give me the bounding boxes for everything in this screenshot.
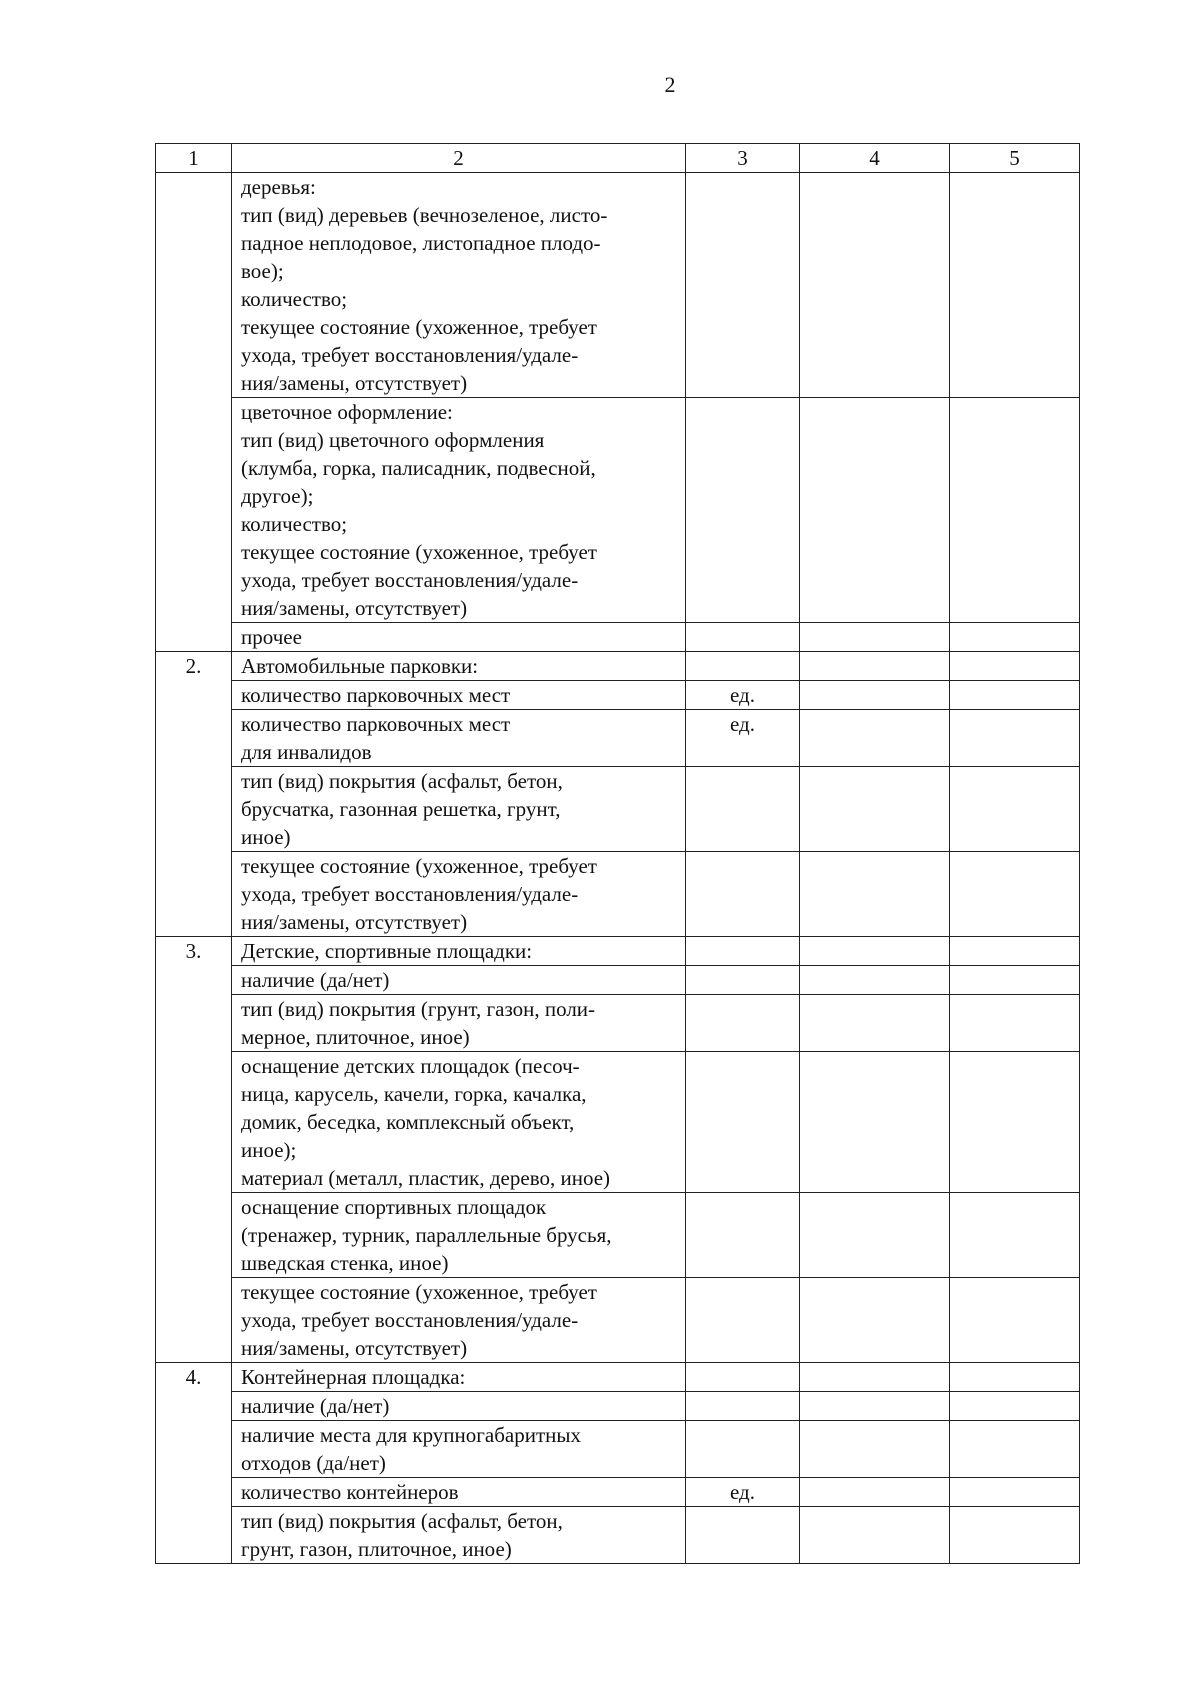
indicator-text-line: тип (вид) покрытия (грунт, газон, поли- bbox=[241, 997, 596, 1021]
indicator-cell bbox=[232, 1392, 686, 1421]
header-cell-4: 4 bbox=[800, 144, 950, 173]
indicator-text-line: ухода, требует восстановления/удале- bbox=[241, 568, 579, 592]
value-cell-col5[interactable] bbox=[950, 995, 1080, 1052]
indicator-cell bbox=[232, 1193, 686, 1278]
indicator-text-line: ухода, требует восстановления/удале- bbox=[241, 343, 579, 367]
value-cell-col4[interactable] bbox=[800, 937, 950, 966]
value-cell-col5[interactable] bbox=[950, 767, 1080, 852]
unit-cell: ед. bbox=[686, 710, 800, 767]
indicator-text-line: прочее bbox=[241, 625, 302, 649]
value-cell-col5[interactable] bbox=[950, 1507, 1080, 1564]
section-number-cell: 2. bbox=[156, 652, 232, 937]
value-cell-col4[interactable] bbox=[800, 652, 950, 681]
unit-cell: ед. bbox=[686, 681, 800, 710]
indicator-text-line: падное неплодовое, листопадное плодо- bbox=[241, 231, 601, 255]
indicator-text-line: шведская стенка, иное) bbox=[241, 1251, 449, 1275]
indicator-text-line: материал (металл, пластик, дерево, иное) bbox=[241, 1166, 611, 1190]
assessment-table bbox=[155, 143, 1080, 1564]
header-cell-1: 1 bbox=[156, 144, 232, 173]
table-row bbox=[156, 767, 1080, 852]
indicator-cell bbox=[232, 966, 686, 995]
table-row bbox=[156, 652, 1080, 681]
unit-cell bbox=[686, 767, 800, 852]
value-cell-col4[interactable] bbox=[800, 1392, 950, 1421]
indicator-text-line: количество парковочных мест bbox=[241, 712, 511, 736]
indicator-text-line: иное); bbox=[241, 1138, 297, 1162]
indicator-text-line: оснащение спортивных площадок bbox=[241, 1195, 547, 1219]
indicator-cell bbox=[232, 852, 686, 937]
table-row bbox=[156, 1392, 1080, 1421]
indicator-text-line: ния/замены, отсутствует) bbox=[241, 596, 468, 620]
page-number: 2 bbox=[664, 72, 676, 97]
value-cell-col5[interactable] bbox=[950, 652, 1080, 681]
indicator-text-line: оснащение детских площадок (песоч- bbox=[241, 1054, 580, 1078]
indicator-text-line: тип (вид) покрытия (асфальт, бетон, bbox=[241, 769, 563, 793]
value-cell-col5[interactable] bbox=[950, 1278, 1080, 1363]
header-cell-3: 3 bbox=[686, 144, 800, 173]
value-cell-col4[interactable] bbox=[800, 710, 950, 767]
unit-cell bbox=[686, 652, 800, 681]
value-cell-col5[interactable] bbox=[950, 966, 1080, 995]
indicator-cell bbox=[232, 623, 686, 652]
indicator-cell bbox=[232, 398, 686, 623]
value-cell-col5[interactable] bbox=[950, 1478, 1080, 1507]
indicator-text-line: количество; bbox=[241, 287, 348, 311]
table-row bbox=[156, 966, 1080, 995]
indicator-text-line: текущее состояние (ухоженное, требует bbox=[241, 315, 597, 339]
value-cell-col4[interactable] bbox=[800, 1193, 950, 1278]
unit-cell bbox=[686, 1052, 800, 1193]
value-cell-col4[interactable] bbox=[800, 173, 950, 398]
indicator-text-line: для инвалидов bbox=[241, 740, 372, 764]
value-cell-col4[interactable] bbox=[800, 1421, 950, 1478]
table-row bbox=[156, 1278, 1080, 1363]
indicator-cell bbox=[232, 710, 686, 767]
indicator-text-line: грунт, газон, плиточное, иное) bbox=[241, 1537, 512, 1561]
indicator-text-line: Контейнерная площадка: bbox=[241, 1365, 466, 1389]
indicator-text-line: брусчатка, газонная решетка, грунт, bbox=[241, 797, 561, 821]
value-cell-col5[interactable] bbox=[950, 1052, 1080, 1193]
table-row bbox=[156, 852, 1080, 937]
table-row bbox=[156, 1052, 1080, 1193]
indicator-text-line: текущее состояние (ухоженное, требует bbox=[241, 1280, 597, 1304]
table-row bbox=[156, 1421, 1080, 1478]
unit-cell bbox=[686, 937, 800, 966]
value-cell-col4[interactable] bbox=[800, 623, 950, 652]
indicator-text-line: ница, карусель, качели, горка, качалка, bbox=[241, 1082, 587, 1106]
unit-cell bbox=[686, 623, 800, 652]
indicator-text-line: ния/замены, отсутствует) bbox=[241, 371, 468, 395]
unit-cell bbox=[686, 1193, 800, 1278]
table-row bbox=[156, 398, 1080, 623]
header-row bbox=[156, 144, 1080, 173]
indicator-text-line: тип (вид) деревьев (вечнозеленое, листо- bbox=[241, 203, 608, 227]
value-cell-col5[interactable] bbox=[950, 623, 1080, 652]
section-number-cell: 3. bbox=[156, 937, 232, 1363]
indicator-cell bbox=[232, 1507, 686, 1564]
value-cell-col4[interactable] bbox=[800, 966, 950, 995]
indicator-text-line: наличие места для крупногабаритных bbox=[241, 1423, 581, 1447]
unit-cell bbox=[686, 1507, 800, 1564]
unit-cell bbox=[686, 1278, 800, 1363]
value-cell-col5[interactable] bbox=[950, 1392, 1080, 1421]
indicator-text-line: тип (вид) цветочного оформления bbox=[241, 428, 545, 452]
table-row bbox=[156, 173, 1080, 398]
value-cell-col4[interactable] bbox=[800, 852, 950, 937]
unit-cell bbox=[686, 398, 800, 623]
indicator-cell bbox=[232, 937, 686, 966]
indicator-text-line: другое); bbox=[241, 484, 314, 508]
indicator-cell bbox=[232, 681, 686, 710]
value-cell-col5[interactable] bbox=[950, 1421, 1080, 1478]
table-row bbox=[156, 1363, 1080, 1392]
value-cell-col4[interactable] bbox=[800, 1478, 950, 1507]
value-cell-col4[interactable] bbox=[800, 1052, 950, 1193]
indicator-cell bbox=[232, 1478, 686, 1507]
unit-cell bbox=[686, 852, 800, 937]
indicator-cell bbox=[232, 995, 686, 1052]
value-cell-col5[interactable] bbox=[950, 398, 1080, 623]
indicator-text-line: количество парковочных мест bbox=[241, 683, 511, 707]
value-cell-col5[interactable] bbox=[950, 681, 1080, 710]
unit-cell: ед. bbox=[686, 1478, 800, 1507]
value-cell-col5[interactable] bbox=[950, 173, 1080, 398]
value-cell-col4[interactable] bbox=[800, 767, 950, 852]
indicator-text-line: мерное, плиточное, иное) bbox=[241, 1025, 470, 1049]
indicator-text-line: (тренажер, турник, параллельные брусья, bbox=[241, 1223, 612, 1247]
table-row bbox=[156, 995, 1080, 1052]
indicator-text-line: ния/замены, отсутствует) bbox=[241, 1336, 468, 1360]
value-cell-col5[interactable] bbox=[950, 852, 1080, 937]
indicator-text-line: количество контейнеров bbox=[241, 1480, 459, 1504]
indicator-text-line: иное) bbox=[241, 825, 291, 849]
indicator-text-line: цветочное оформление: bbox=[241, 400, 453, 424]
table-row bbox=[156, 623, 1080, 652]
indicator-text-line: наличие (да/нет) bbox=[241, 1394, 390, 1418]
indicator-text-line: ния/замены, отсутствует) bbox=[241, 910, 468, 934]
indicator-text-line: Автомобильные парковки: bbox=[241, 654, 479, 678]
header-cell-5: 5 bbox=[950, 144, 1080, 173]
value-cell-col5[interactable] bbox=[950, 710, 1080, 767]
unit-cell bbox=[686, 995, 800, 1052]
table-row bbox=[156, 1478, 1080, 1507]
value-cell-col4[interactable] bbox=[800, 398, 950, 623]
table-row bbox=[156, 937, 1080, 966]
indicator-cell bbox=[232, 1421, 686, 1478]
indicator-text-line: (клумба, горка, палисадник, подвесной, bbox=[241, 456, 596, 480]
value-cell-col4[interactable] bbox=[800, 681, 950, 710]
table-body bbox=[156, 144, 1080, 1564]
indicator-text-line: текущее состояние (ухоженное, требует bbox=[241, 540, 597, 564]
section-number-cell: 4. bbox=[156, 1363, 232, 1564]
table-row bbox=[156, 710, 1080, 767]
indicator-text-line: наличие (да/нет) bbox=[241, 968, 390, 992]
section-number-cell bbox=[156, 173, 232, 652]
value-cell-col5[interactable] bbox=[950, 1193, 1080, 1278]
indicator-cell bbox=[232, 1363, 686, 1392]
indicator-text-line: ухода, требует восстановления/удале- bbox=[241, 882, 579, 906]
value-cell-col4[interactable] bbox=[800, 1363, 950, 1392]
indicator-text-line: Детские, спортивные площадки: bbox=[241, 939, 533, 963]
indicator-text-line: текущее состояние (ухоженное, требует bbox=[241, 854, 597, 878]
value-cell-col5[interactable] bbox=[950, 1363, 1080, 1392]
unit-cell bbox=[686, 173, 800, 398]
indicator-cell bbox=[232, 173, 686, 398]
indicator-text-line: вое); bbox=[241, 259, 284, 283]
indicator-cell bbox=[232, 1278, 686, 1363]
unit-cell bbox=[686, 1392, 800, 1421]
indicator-cell bbox=[232, 1052, 686, 1193]
value-cell-col4[interactable] bbox=[800, 995, 950, 1052]
indicator-cell bbox=[232, 652, 686, 681]
indicator-text-line: тип (вид) покрытия (асфальт, бетон, bbox=[241, 1509, 563, 1533]
indicator-text-line: домик, беседка, комплексный объект, bbox=[241, 1110, 575, 1134]
value-cell-col5[interactable] bbox=[950, 937, 1080, 966]
value-cell-col4[interactable] bbox=[800, 1507, 950, 1564]
indicator-text-line: деревья: bbox=[241, 175, 316, 199]
indicator-text-line: отходов (да/нет) bbox=[241, 1451, 386, 1475]
table-row bbox=[156, 681, 1080, 710]
unit-cell bbox=[686, 1421, 800, 1478]
header-cell-2: 2 bbox=[232, 144, 686, 173]
table-row bbox=[156, 1193, 1080, 1278]
unit-cell bbox=[686, 1363, 800, 1392]
value-cell-col4[interactable] bbox=[800, 1278, 950, 1363]
indicator-text-line: количество; bbox=[241, 512, 348, 536]
indicator-text-line: ухода, требует восстановления/удале- bbox=[241, 1308, 579, 1332]
unit-cell bbox=[686, 966, 800, 995]
indicator-cell bbox=[232, 767, 686, 852]
table-row bbox=[156, 1507, 1080, 1564]
